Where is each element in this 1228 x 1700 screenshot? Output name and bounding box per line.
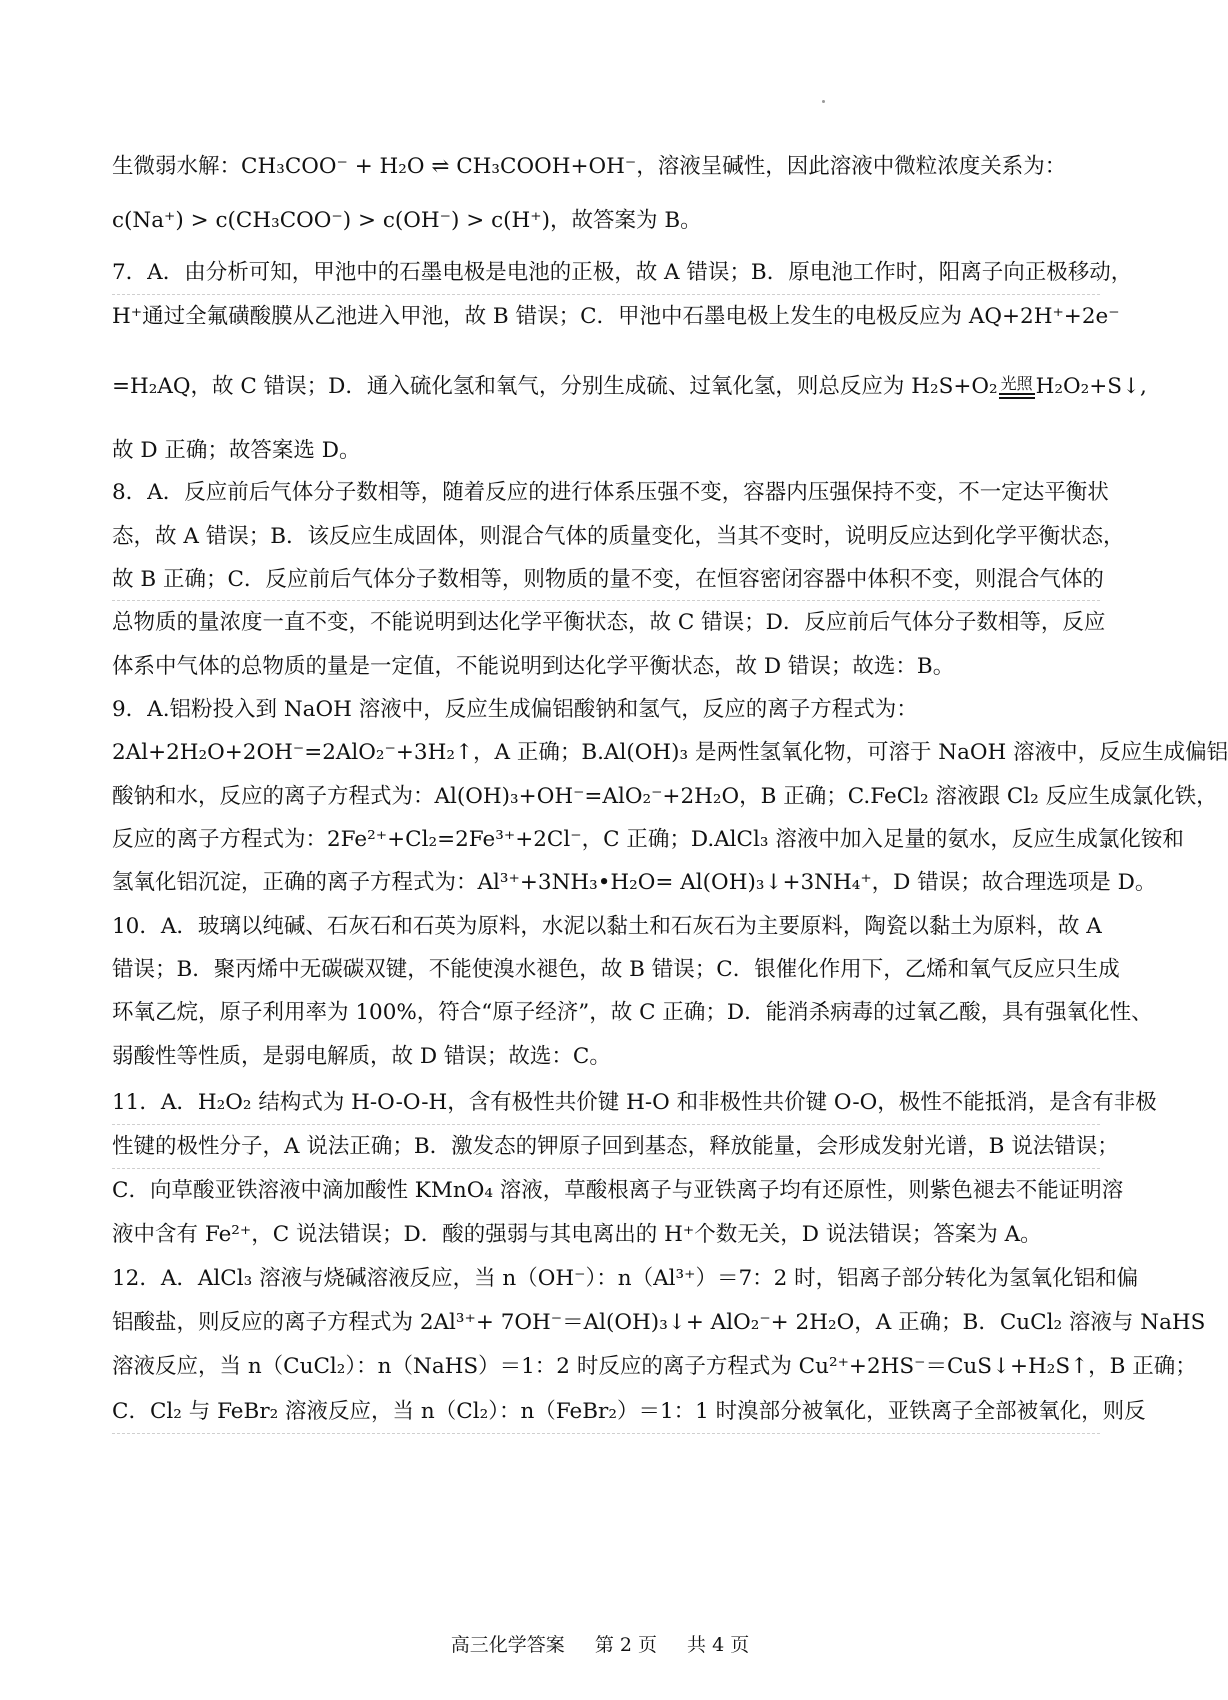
text-line-1: 生微弱水解：CH₃COO⁻ + H₂O ⇌ CH₃COOH+OH⁻，溶液呈碱性，因此溶液中微粒浓度关系为： [112,154,1067,179]
text-line-q8-1: 8．A．反应前后气体分子数相等，随着反应的进行体系压强不变，容器内压强保持不变，不一定达平衡状 [112,480,1109,505]
text-line-q10-3: 环氧乙烷，原子利用率为 100%，符合“原子经济”，故 C 正确；D．能消杀病毒的过氧乙酸，具有强氧化性、 [112,1000,1153,1025]
text-line-q8-2: 态，故 A 错误；B．该反应生成固体，则混合气体的质量变化，当其不变时，说明反应达到化学平衡状态， [112,524,1125,549]
dashed-rule [112,1168,1100,1169]
scan-speck [822,100,825,103]
text-line-q12-1: 12．A．AlCl₃ 溶液与烧碱溶液反应，当 n（OH⁻）：n（Al³⁺）＝7：2 时，铝离子部分转化为氢氧化铝和偏 [112,1266,1139,1291]
text-line-q7-4: 故 D 正确；故答案选 D。 [112,438,361,463]
text-line-q11-4: 液中含有 Fe²⁺，C 说法错误；D．酸的强弱与其电离出的 H⁺个数无关，D 说法错误；答案为 A。 [112,1222,1042,1247]
text-line-q10-1: 10．A．玻璃以纯碱、石灰石和石英为原料，水泥以黏土和石灰石为主要原料，陶瓷以黏土为原料，故 A [112,914,1102,939]
text-line-q12-3: 溶液反应，当 n（CuCl₂）：n（NaHS）＝1：2 时反应的离子方程式为 Cu²⁺+2HS⁻＝CuS↓+H₂S↑，B 正确； [112,1354,1197,1379]
text-line-q9-5: 氢氧化铝沉淀，正确的离子方程式为：Al³⁺+3NH₃•H₂O= Al(OH)₃↓+3NH₄⁺，D 错误；故合理选项是 D。 [112,870,1157,895]
text-line-q10-2: 错误；B．聚丙烯中无碳碳双键，不能使溴水褪色，故 B 错误；C．银催化作用下，乙烯和氧气反应只生成 [112,957,1120,982]
text-line-q10-4: 弱酸性等性质，是弱电解质，故 D 错误；故选：C。 [112,1044,611,1069]
text-line-q8-5: 体系中气体的总物质的量是一定值，不能说明到达化学平衡状态，故 D 错误；故选：B。 [112,654,955,679]
text-line-q9-3: 酸钠和水，反应的离子方程式为：Al(OH)₃+OH⁻=AlO₂⁻+2H₂O，B 正确；C.FeCl₂ 溶液跟 Cl₂ 反应生成氯化铁， [112,784,1218,809]
text-line-2: c(Na⁺) > c(CH₃COO⁻) > c(OH⁻) > c(H⁺)，故答案为 B。 [112,208,702,233]
condition-label: 光照 [1000,373,1033,393]
reaction-condition-arrow [999,373,1035,399]
text-line-q11-3: C．向草酸亚铁溶液中滴加酸性 KMnO₄ 溶液，草酸根离子与亚铁离子均有还原性，则紫色褪去不能证明溶 [112,1178,1124,1203]
footer-title: 高三化学答案 [450,1634,565,1656]
text-line-q12-2: 铝酸盐，则反应的离子方程式为 2Al³⁺+ 7OH⁻＝Al(OH)₃↓+ AlO₂⁻+ 2H₂O，A 正确；B．CuCl₂ 溶液与 NaHS [112,1310,1206,1335]
dashed-rule [112,1433,1100,1434]
text-line-q11-1: 11．A．H₂O₂ 结构式为 H-O-O-H，含有极性共价键 H-O 和非极性共价键 O-O，极性不能抵消，是含有非极 [112,1090,1157,1115]
equation-suffix: H₂O₂+S↓, [1035,374,1147,399]
text-line-q8-3: 故 B 正确；C．反应前后气体分子数相等，则物质的量不变，在恒容密闭容器中体积不变，则混合气体的 [112,567,1104,592]
dashed-rule [112,600,1100,601]
dashed-rule [112,1124,1100,1125]
text-line-q8-4: 总物质的量浓度一直不变，不能说明到达化学平衡状态，故 C 错误；D．反应前后气体分子数相等，反应 [112,610,1106,635]
text-line-q9-1: 9．A.铝粉投入到 NaOH 溶液中，反应生成偏铝酸钠和氢气，反应的离子方程式为： [112,697,918,722]
text-line-q12-4: C．Cl₂ 与 FeBr₂ 溶液反应，当 n（Cl₂）：n（FeBr₂）＝1：1 时溴部分被氧化，亚铁离子全部被氧化，则反 [112,1399,1146,1424]
footer-page-number: 第 2 页 [594,1634,657,1656]
text-line-q11-2: 性键的极性分子，A 说法正确；B．激发态的钾原子回到基态，释放能量，会形成发射光谱，B 说法错误； [112,1134,1119,1159]
text-line-q7-2: H⁺通过全氟磺酸膜从乙池进入甲池，故 B 错误；C．甲池中石墨电极上发生的电极反应为 AQ+2H⁺+2e⁻ [112,304,1120,329]
footer-total-pages: 共 4 页 [687,1634,750,1656]
text-line-q7-3 [112,372,1147,402]
text-line-q9-2: 2Al+2H₂O+2OH⁻=2AlO₂⁻+3H₂↑，A 正确；B.Al(OH)₃ 是两性氢氧化物，可溶于 NaOH 溶液中，反应生成偏铝 [112,740,1228,765]
page-footer [0,1630,1200,1657]
text-line-q7-1: 7．A．由分析可知，甲池中的石墨电极是电池的正极，故 A 错误；B．原电池工作时，阳离子向正极移动， [112,260,1133,285]
dashed-rule [112,294,1100,295]
equation-prefix: =H₂AQ，故 C 错误；D．通入硫化氢和氧气，分别生成硫、过氧化氢，则总反应为 H₂S+O₂ [112,374,998,399]
text-line-q9-4: 反应的离子方程式为：2Fe²⁺+Cl₂=2Fe³⁺+2Cl⁻，C 正确；D.AlCl₃ 溶液中加入足量的氨水，反应生成氯化铵和 [112,827,1184,852]
